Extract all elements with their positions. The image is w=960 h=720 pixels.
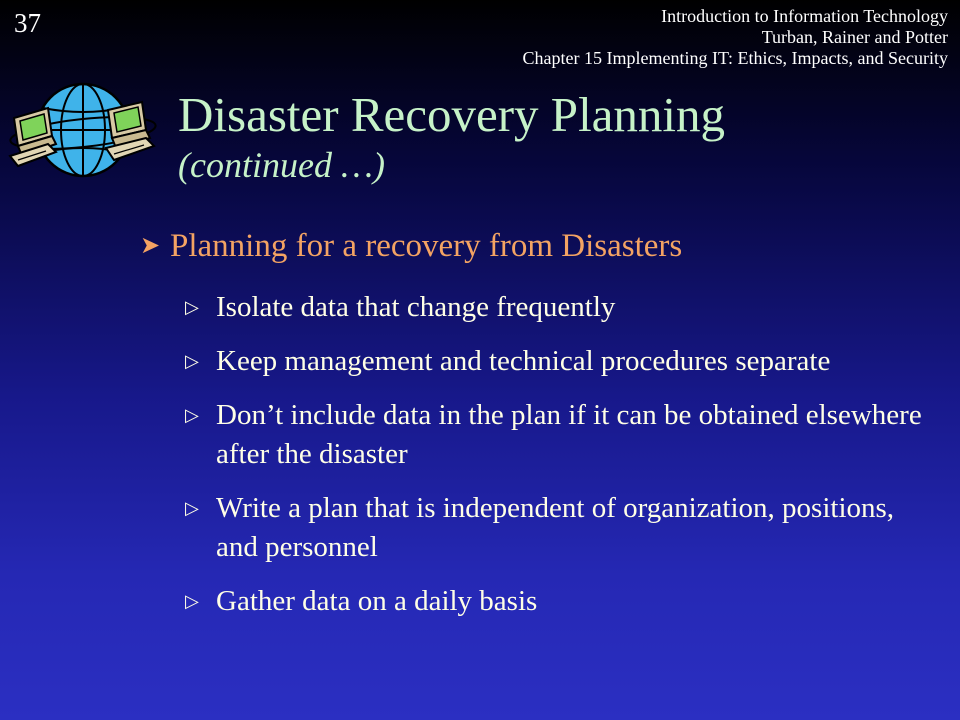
slide-title: Disaster Recovery Planning xyxy=(178,87,726,142)
main-bullet xyxy=(140,226,682,266)
header-meta xyxy=(523,6,949,69)
sub-bullet-item xyxy=(185,582,925,621)
bullet-arrow-icon: ▷ xyxy=(185,498,199,518)
header-chapter: Chapter 15 Implementing IT: Ethics, Impacts, and Security xyxy=(522,48,948,68)
bullet-arrow-icon: ▷ xyxy=(185,591,199,611)
bullet-arrow-icon: ▷ xyxy=(185,297,199,317)
sub-bullet-item xyxy=(185,489,925,567)
networked-globe-computers-icon xyxy=(8,78,158,183)
right-arrow-icon: ➤ xyxy=(140,233,161,259)
sub-bullet-text: Don’t include data in the plan if it can be obtained elsewhere after the disaster xyxy=(216,399,922,470)
slide-subtitle: (continued …) xyxy=(178,145,385,185)
sub-bullet-text: Isolate data that change frequently xyxy=(216,291,616,323)
sub-bullet-text: Gather data on a daily basis xyxy=(216,585,538,617)
sub-bullet-item xyxy=(185,288,925,327)
sub-bullet-text: Write a plan that is independent of organization, positions, and personnel xyxy=(216,492,895,563)
main-bullet-text: Planning for a recovery from Disasters xyxy=(170,228,683,264)
bullet-arrow-icon: ▷ xyxy=(185,351,199,371)
slide-number: 37 xyxy=(14,8,41,38)
sub-bullet-list xyxy=(185,288,925,636)
sub-bullet-item xyxy=(185,342,925,381)
bullet-arrow-icon: ▷ xyxy=(185,405,199,425)
sub-bullet-item xyxy=(185,396,925,474)
globe-computers-graphic xyxy=(8,78,158,183)
header-course-title: Introduction to Information Technology xyxy=(661,6,948,26)
header-authors: Turban, Rainer and Potter xyxy=(761,27,948,47)
sub-bullet-text: Keep management and technical procedures separate xyxy=(216,345,831,377)
